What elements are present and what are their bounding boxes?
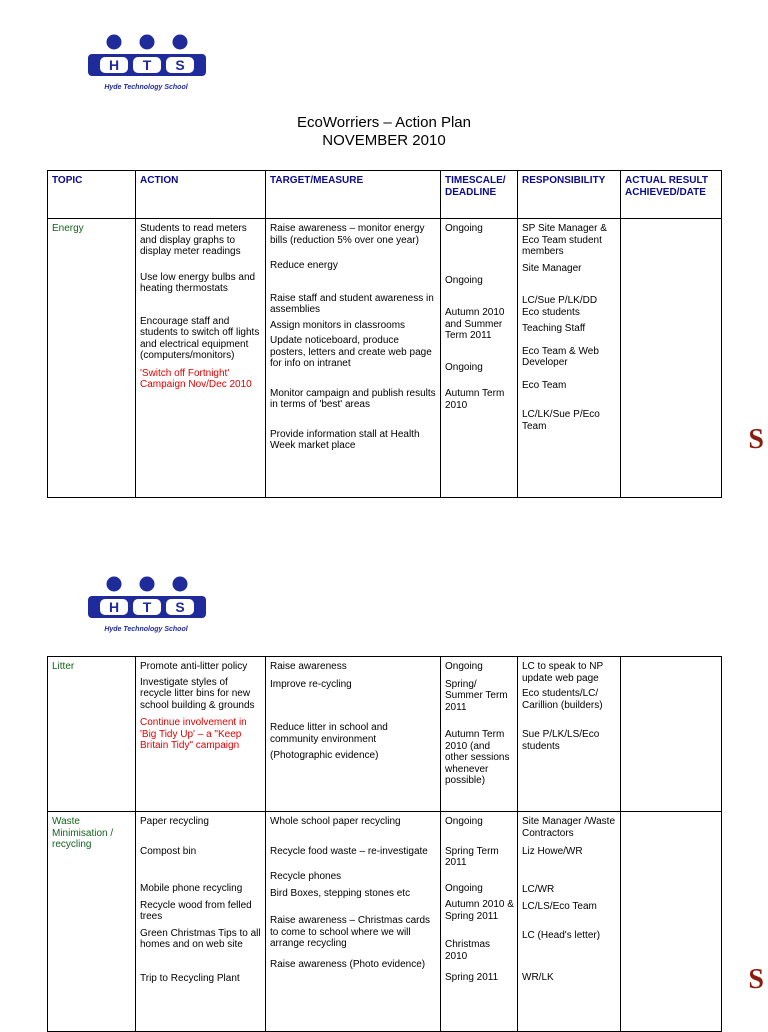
topic-cell: Waste Minimisation / recycling <box>48 812 136 1032</box>
list-item: LC to speak to NP update web page <box>522 661 603 684</box>
list-item: (Photographic evidence) <box>270 750 379 761</box>
svg-text:H: H <box>108 599 120 615</box>
list-item: Raise awareness – monitor energy bills (reduction 5% over one year) <box>270 223 425 246</box>
list-item: Ongoing <box>445 361 483 373</box>
list-item: Ongoing <box>445 882 483 894</box>
page-subtitle: NOVEMBER 2010 <box>322 132 446 149</box>
timescale-cell <box>441 657 518 812</box>
list-item: Students to read meters and display graphs to display meter readings <box>140 223 247 257</box>
table-row <box>48 219 722 498</box>
side-letter: S <box>748 424 764 455</box>
timescale-cell <box>441 812 518 1032</box>
list-item: SP Site Manager & Eco Team student members <box>522 223 607 257</box>
list-item: Site Manager <box>522 262 582 274</box>
list-item: WR/LK <box>522 972 554 983</box>
list-item: Autumn Term 2010 <box>445 388 505 411</box>
list-item: Recycle wood from felled trees <box>140 899 252 922</box>
logo-caption: Hyde Technology School <box>104 84 188 91</box>
list-item: Ongoing <box>445 274 483 286</box>
list-item: Liz Howe/WR <box>522 846 583 857</box>
list-item: Site Manager /Waste Contractors <box>522 816 616 839</box>
list-item: Provide information stall at Health Week market place <box>270 428 420 451</box>
list-item: Raise staff and student awareness in assemblies <box>270 292 434 315</box>
list-item: Eco Team <box>522 379 567 391</box>
list-item: Autumn 2010 and Summer Term 2011 <box>445 307 505 341</box>
header-responsibility: RESPONSIBILITY <box>518 171 621 219</box>
svg-text:H: H <box>108 57 120 73</box>
list-item: Recycle phones <box>270 871 342 882</box>
list-item: Ongoing <box>445 816 483 827</box>
list-item: Compost bin <box>140 845 197 857</box>
list-item: Update noticeboard, produce posters, letters and create web page for info on intranet <box>270 335 432 369</box>
actual-result-cell <box>621 657 722 812</box>
list-item: Raise awareness <box>270 661 347 672</box>
list-item: Whole school paper recycling <box>270 816 401 827</box>
logo-figures-icon <box>86 34 208 84</box>
table-row <box>48 812 722 1032</box>
list-item: Spring 2011 <box>445 972 499 983</box>
list-item: Promote anti-litter policy <box>140 661 248 672</box>
list-item: Investigate styles of recycle litter bins for new school building & grounds <box>140 676 255 711</box>
list-item: Bird Boxes, stepping stones etc <box>270 887 411 899</box>
list-item: Sue P/LK/LS/Eco students <box>522 729 600 752</box>
target-cell <box>266 219 441 498</box>
list-item: Mobile phone recycling <box>140 883 243 894</box>
actual-result-cell <box>621 812 722 1032</box>
school-logo <box>86 576 216 646</box>
list-item: LC/Sue P/LK/DD Eco students <box>522 295 598 318</box>
list-item: 'Switch off Fortnight' Campaign Nov/Dec 2010 <box>140 367 252 390</box>
table-row <box>48 657 722 812</box>
responsibility-cell <box>518 219 621 498</box>
list-item: Raise awareness (Photo evidence) <box>270 958 426 970</box>
target-cell <box>266 657 441 812</box>
list-item: Reduce energy <box>270 260 338 271</box>
svg-text:T: T <box>142 57 152 73</box>
list-item: Eco students/LC/ Carillion (builders) <box>522 688 603 711</box>
action-plan-table-litter-waste <box>47 656 722 1032</box>
list-item: Autumn 2010 & Spring 2011 <box>445 899 514 922</box>
topic-cell: Litter <box>48 657 136 812</box>
list-item: Spring/ Summer Term 2011 <box>445 678 508 713</box>
list-item: LC/WR <box>522 883 555 895</box>
list-item: Ongoing <box>445 223 483 234</box>
actual-result-cell <box>621 219 722 498</box>
list-item: Reduce litter in school and community environment <box>270 722 388 745</box>
header-row <box>48 171 722 219</box>
target-cell <box>266 812 441 1032</box>
responsibility-cell <box>518 812 621 1032</box>
list-item: LC/LS/Eco Team <box>522 901 597 912</box>
list-item: Encourage staff and students to switch off lights and electrical equipment (computers/monitors) <box>140 315 260 361</box>
page-title: EcoWorriers – Action Plan <box>297 114 471 131</box>
svg-text:S: S <box>175 57 185 73</box>
action-plan-table-energy <box>47 170 722 498</box>
header-actual-result: ACTUAL RESULT ACHIEVED/DATE <box>621 171 722 219</box>
header-topic: TOPIC <box>48 171 136 219</box>
header-target: TARGET/MEASURE <box>266 171 441 219</box>
list-item: Monitor campaign and publish results in terms of 'best' areas <box>270 387 436 410</box>
list-item: LC (Head's letter) <box>522 929 601 941</box>
svg-text:T: T <box>142 599 152 615</box>
timescale-cell <box>441 219 518 498</box>
list-item: Teaching Staff <box>522 323 586 334</box>
header-timescale: TIMESCALE/ DEADLINE <box>441 171 518 219</box>
svg-text:S: S <box>175 599 185 615</box>
logo-figures-icon <box>86 576 208 626</box>
list-item: Recycle food waste – re-investigate <box>270 845 428 857</box>
topic-cell: Energy <box>48 219 136 498</box>
list-item: Spring Term 2011 <box>445 845 499 868</box>
list-item: Christmas 2010 <box>445 939 491 962</box>
list-item: Trip to Recycling Plant <box>140 972 240 984</box>
logo-caption: Hyde Technology School <box>104 626 188 633</box>
list-item: Ongoing <box>445 661 483 672</box>
action-cell <box>136 657 266 812</box>
responsibility-cell <box>518 657 621 812</box>
list-item: Green Christmas Tips to all homes and on web site <box>140 927 261 950</box>
list-item: Autumn Term 2010 (and other sessions whenever possible) <box>445 729 510 786</box>
list-item: Continue involvement in 'Big Tidy Up' – a "Keep Britain Tidy" campaign <box>140 717 247 751</box>
list-item: LC/LK/Sue P/Eco Team <box>522 409 600 432</box>
list-item: Use low energy bulbs and heating thermostats <box>140 271 256 294</box>
list-item: Eco Team & Web Developer <box>522 345 599 368</box>
header-action: ACTION <box>136 171 266 219</box>
action-cell <box>136 812 266 1032</box>
list-item: Raise awareness – Christmas cards to come to school where we will arrange recycling <box>270 915 431 949</box>
list-item: Paper recycling <box>140 816 209 827</box>
action-cell <box>136 219 266 498</box>
side-letter: S <box>748 964 764 995</box>
list-item: Improve re-cycling <box>270 678 352 690</box>
school-logo <box>86 34 216 104</box>
list-item: Assign monitors in classrooms <box>270 319 406 331</box>
